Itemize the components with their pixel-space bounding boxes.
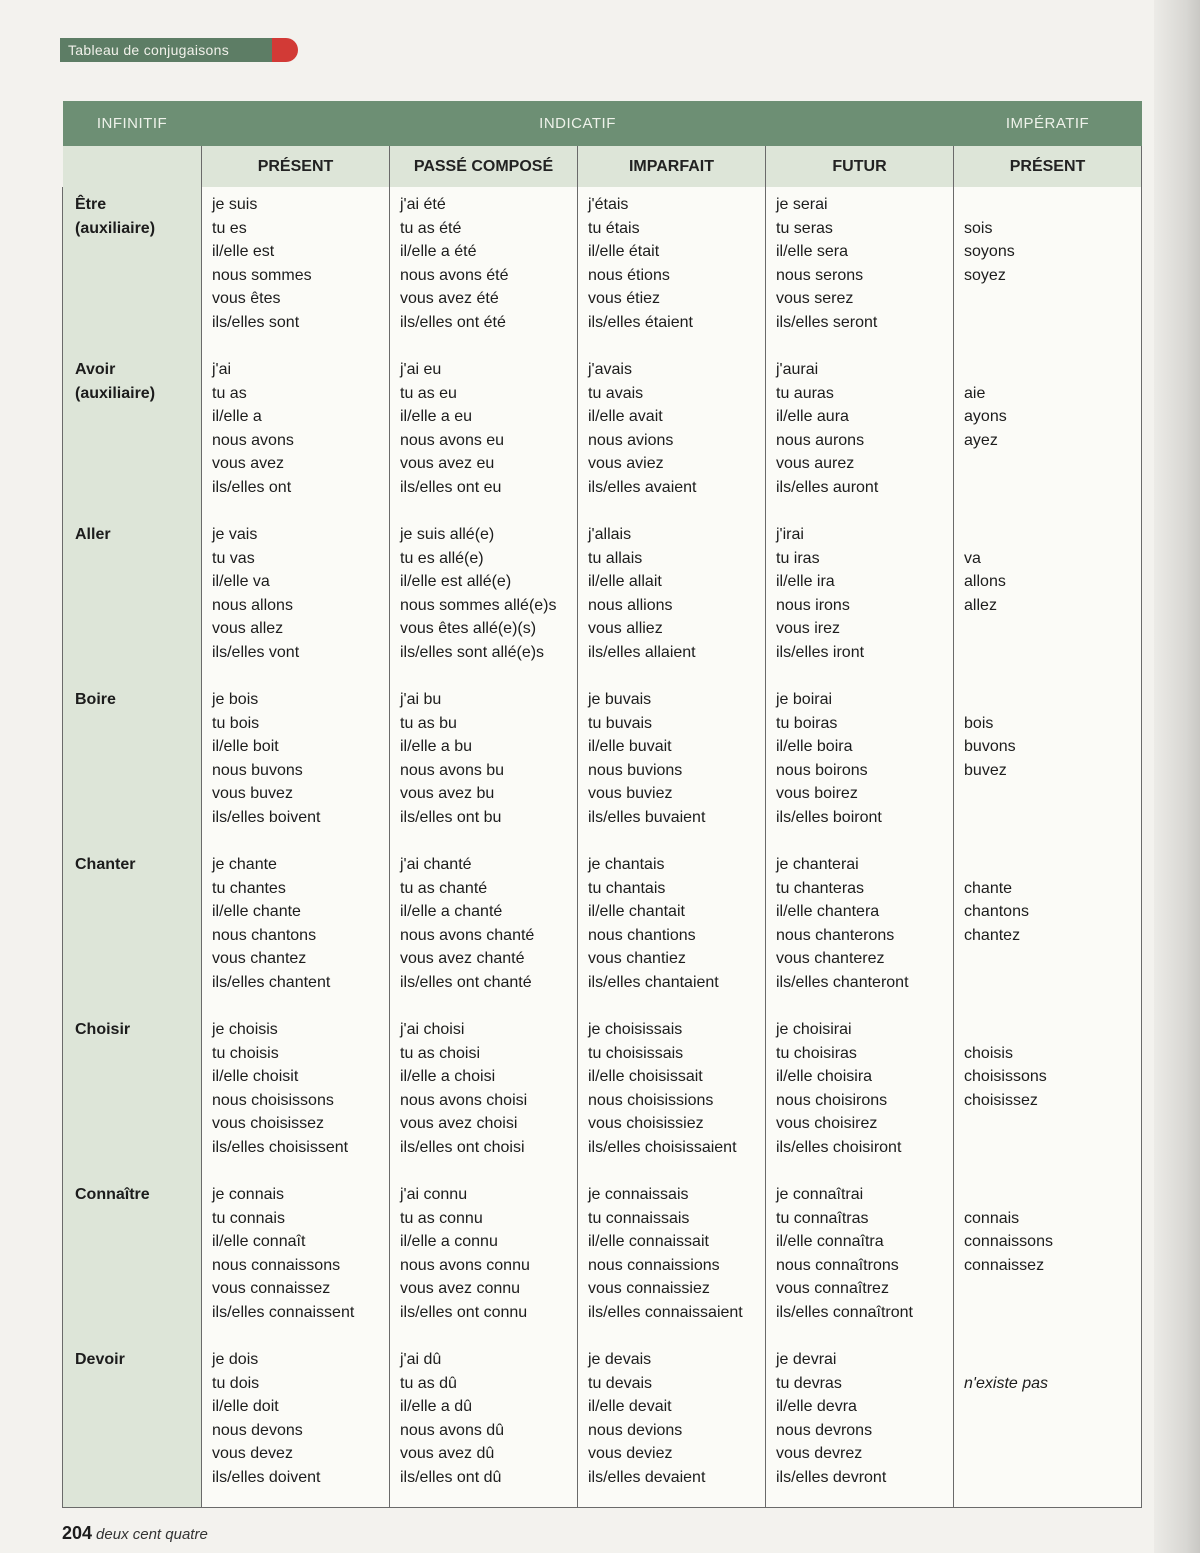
conjugation-cell-imperatif <box>954 352 1142 517</box>
conjugated-form: vous étiez <box>588 290 661 308</box>
section-header: Tableau de conjugaisons <box>60 38 272 62</box>
conjugated-form: tu chantes <box>212 879 286 897</box>
verb-name-line: Avoir <box>75 361 116 378</box>
header-futur: FUTUR <box>766 146 954 187</box>
conjugated-form: tu choisissais <box>588 1044 684 1062</box>
conjugated-form: je suis <box>212 196 258 213</box>
conjugated-form: vous avez chanté <box>400 950 525 968</box>
conjugated-form: tu choisiras <box>776 1044 857 1062</box>
conjugated-form: nous chantions <box>588 926 696 944</box>
conjugated-form: j'ai choisi <box>400 1021 465 1038</box>
conjugated-form: tu chantais <box>588 879 666 897</box>
conjugated-form: vous chantez <box>212 950 307 968</box>
conjugation-cell-passe <box>390 187 578 352</box>
conjugated-form: vous devrez <box>776 1445 863 1463</box>
conjugated-form: je chantais <box>588 856 665 873</box>
conjugated-form: vous alliez <box>588 620 663 638</box>
conjugated-form: vous choisirez <box>776 1115 878 1133</box>
conjugated-form: choisis <box>964 1044 1013 1062</box>
conjugated-form: ils/elles ont bu <box>400 808 502 826</box>
conjugated-form: j'avais <box>588 361 632 378</box>
verb-infinitive <box>63 517 202 682</box>
verb-infinitive <box>63 352 202 517</box>
conjugated-form: tu chanteras <box>776 879 865 897</box>
conjugated-form: connaissons <box>964 1233 1053 1251</box>
conjugated-form: nous connaissions <box>588 1256 720 1274</box>
conjugated-form: connaissez <box>964 1256 1045 1274</box>
conjugated-form: j'ai connu <box>400 1186 468 1203</box>
conjugated-form: chantez <box>964 926 1021 944</box>
conjugation-cell-imperatif <box>954 682 1142 847</box>
conjugated-form: j'ai bu <box>400 691 442 708</box>
conjugated-form: ils/elles vont <box>212 643 300 661</box>
conjugated-form: j'ai eu <box>400 361 442 378</box>
conjugated-form: tu vas <box>212 549 255 567</box>
conjugated-form: je buvais <box>588 691 652 708</box>
conjugated-form: ils/elles boivent <box>212 808 321 826</box>
conjugated-form: allons <box>964 573 1006 591</box>
conjugated-form: j'ai dû <box>400 1351 442 1368</box>
conjugated-form: vous connaissez <box>212 1280 331 1298</box>
verb-infinitive <box>63 1342 202 1508</box>
conjugation-cell-passe <box>390 847 578 1012</box>
conjugated-form: nous chantons <box>212 926 317 944</box>
verb-infinitive <box>63 847 202 1012</box>
conjugation-cell-imparfait <box>578 352 766 517</box>
conjugated-form: nous connaissons <box>212 1256 341 1274</box>
conjugated-form: nous choisissons <box>212 1091 334 1109</box>
conjugated-form: il/elle connaît <box>212 1233 306 1251</box>
conjugation-cell-futur <box>766 517 954 682</box>
conjugated-form: tu as connu <box>400 1209 483 1227</box>
conjugated-form: il/elle chantait <box>588 903 685 921</box>
table-row <box>63 682 1142 847</box>
conjugated-form: tu as choisi <box>400 1044 481 1062</box>
conjugated-form: nous avons dû <box>400 1421 505 1439</box>
conjugated-form: j'allais <box>588 526 632 543</box>
conjugation-cell-imparfait <box>578 1012 766 1177</box>
conjugated-form: ils/elles connaissent <box>212 1303 355 1321</box>
conjugated-form: il/elle boit <box>212 738 279 756</box>
conjugation-cell-imparfait <box>578 187 766 352</box>
conjugation-cell-present <box>202 187 390 352</box>
conjugated-form: tu as <box>212 384 247 402</box>
conjugated-form: nous avons connu <box>400 1256 530 1274</box>
conjugation-cell-futur <box>766 682 954 847</box>
conjugated-form: nous buvions <box>588 761 683 779</box>
conjugated-form: ils/elles ont dû <box>400 1468 502 1486</box>
header-imparfait: IMPARFAIT <box>578 146 766 187</box>
conjugation-cell-imperatif <box>954 1342 1142 1508</box>
conjugated-form: tu bois <box>212 714 260 732</box>
table-row <box>63 517 1142 682</box>
conjugated-form: nous devrons <box>776 1421 873 1439</box>
conjugated-form: soyons <box>964 243 1015 261</box>
conjugated-form: vous buviez <box>588 785 673 803</box>
conjugated-form: ayez <box>964 431 998 449</box>
verb-name-line: Chanter <box>75 856 136 873</box>
conjugated-form: tu es <box>212 219 247 237</box>
conjugated-form: ils/elles devront <box>776 1468 887 1486</box>
header-tab-marker <box>268 38 298 62</box>
conjugated-form: n'existe pas <box>964 1374 1049 1392</box>
conjugated-form: tu étais <box>588 219 640 237</box>
conjugated-form: nous avons eu <box>400 431 505 449</box>
conjugation-cell-present <box>202 1012 390 1177</box>
table-top-header-row <box>63 101 1142 146</box>
conjugated-form: ils/elles iront <box>776 643 865 661</box>
verb-name-line: Aller <box>75 526 111 543</box>
conjugated-form: il/elle boira <box>776 738 853 756</box>
conjugated-form: vous avez <box>212 455 285 473</box>
conjugated-form: vous avez dû <box>400 1445 495 1463</box>
conjugated-form: tu auras <box>776 384 834 402</box>
conjugated-form: tu connais <box>212 1209 285 1227</box>
conjugated-form: nous buvons <box>212 761 303 779</box>
header-indicatif: INDICATIF <box>202 101 954 146</box>
conjugated-form: vous boirez <box>776 785 858 803</box>
conjugated-form: j'ai <box>212 361 232 378</box>
conjugation-cell-passe <box>390 1177 578 1342</box>
conjugation-cell-imperatif <box>954 517 1142 682</box>
header-present: PRÉSENT <box>202 146 390 187</box>
conjugated-form: je bois <box>212 691 259 708</box>
conjugated-form: nous avions <box>588 431 674 449</box>
verb-name-line: Devoir <box>75 1351 125 1368</box>
conjugated-form: ils/elles avaient <box>588 478 697 496</box>
conjugated-form: il/elle a bu <box>400 738 473 756</box>
conjugated-form: vous irez <box>776 620 841 638</box>
table-row <box>63 847 1142 1012</box>
conjugated-form: tu as eu <box>400 384 457 402</box>
table-row <box>63 187 1142 352</box>
table-sub-header-row <box>63 146 1142 187</box>
conjugated-form: tu as chanté <box>400 879 488 897</box>
conjugated-form: ils/elles ont <box>212 478 292 496</box>
conjugated-form: buvez <box>964 761 1007 779</box>
verb-name-line: Être <box>75 196 107 213</box>
page-number-words: deux cent quatre <box>96 1526 208 1543</box>
table-row <box>63 1342 1142 1508</box>
conjugated-form: il/elle devait <box>588 1398 672 1416</box>
conjugated-form: nous aurons <box>776 431 865 449</box>
conjugated-form: il/elle est allé(e) <box>400 573 512 591</box>
conjugated-form: buvons <box>964 738 1016 756</box>
conjugation-cell-present <box>202 352 390 517</box>
conjugated-form: tu as été <box>400 219 462 237</box>
conjugation-cell-present <box>202 517 390 682</box>
verb-name-line: Connaître <box>75 1186 150 1203</box>
conjugated-form: ils/elles ont choisi <box>400 1138 525 1156</box>
conjugated-form: vous connaissiez <box>588 1280 710 1298</box>
conjugated-form: il/elle aura <box>776 408 849 426</box>
conjugated-form: il/elle va <box>212 573 270 591</box>
conjugated-form: tu seras <box>776 219 833 237</box>
conjugated-form: il/elle allait <box>588 573 662 591</box>
conjugated-form: il/elle était <box>588 243 660 261</box>
conjugated-form: ils/elles étaient <box>588 313 693 331</box>
conjugated-form: nous allions <box>588 596 673 614</box>
conjugated-form: vous buvez <box>212 785 293 803</box>
conjugation-cell-futur <box>766 1012 954 1177</box>
conjugated-form: il/elle choisit <box>212 1068 299 1086</box>
conjugated-form: nous choisissions <box>588 1091 714 1109</box>
conjugated-form: il/elle a connu <box>400 1233 498 1251</box>
conjugated-form: nous boirons <box>776 761 868 779</box>
conjugated-form: je boirai <box>776 691 833 708</box>
conjugation-cell-present <box>202 1177 390 1342</box>
conjugated-form: nous irons <box>776 596 850 614</box>
conjugated-form: choisissons <box>964 1068 1047 1086</box>
conjugated-form: nous devons <box>212 1421 303 1439</box>
conjugated-form: tu iras <box>776 549 820 567</box>
conjugation-table <box>62 101 1142 1508</box>
conjugated-form: il/elle a chanté <box>400 903 503 921</box>
conjugated-form: soyez <box>964 266 1006 284</box>
conjugated-form: aie <box>964 384 986 402</box>
conjugated-form: il/elle connaîtra <box>776 1233 884 1251</box>
conjugated-form: chantons <box>964 903 1029 921</box>
conjugated-form: je choisis <box>212 1021 278 1038</box>
header-blank <box>63 146 202 187</box>
conjugated-form: nous connaîtrons <box>776 1256 899 1274</box>
conjugated-form: nous sommes allé(e)s <box>400 596 557 614</box>
conjugated-form: vous connaîtrez <box>776 1280 889 1298</box>
verb-name-line: (auxiliaire) <box>75 385 156 402</box>
conjugated-form: vous choisissez <box>212 1115 325 1133</box>
conjugated-form: ils/elles chanteront <box>776 973 909 991</box>
conjugated-form: j'aurai <box>776 361 819 378</box>
conjugated-form: je connais <box>212 1186 285 1203</box>
conjugation-cell-futur <box>766 847 954 1012</box>
conjugated-form: vous chanterez <box>776 950 885 968</box>
conjugated-form: vous aviez <box>588 455 664 473</box>
conjugation-cell-futur <box>766 187 954 352</box>
conjugation-cell-futur <box>766 1177 954 1342</box>
verb-name-line: Choisir <box>75 1021 131 1038</box>
conjugation-cell-imparfait <box>578 517 766 682</box>
verb-infinitive <box>63 1177 202 1342</box>
conjugated-form: ils/elles choisissent <box>212 1138 349 1156</box>
conjugated-form: tu boiras <box>776 714 838 732</box>
conjugated-form: ils/elles seront <box>776 313 878 331</box>
conjugated-form: ils/elles ont eu <box>400 478 502 496</box>
conjugated-form: nous serons <box>776 266 864 284</box>
conjugated-form: ils/elles allaient <box>588 643 696 661</box>
conjugated-form: vous avez eu <box>400 455 495 473</box>
conjugated-form: ils/elles connaîtront <box>776 1303 913 1321</box>
conjugated-form: ils/elles ont connu <box>400 1303 528 1321</box>
verb-name-line: (auxiliaire) <box>75 220 156 237</box>
conjugated-form: il/elle est <box>212 243 275 261</box>
conjugated-form: il/elle a dû <box>400 1398 473 1416</box>
conjugated-form: tu as bu <box>400 714 457 732</box>
conjugation-cell-imperatif <box>954 1012 1142 1177</box>
conjugated-form: je choisissais <box>588 1021 683 1038</box>
page-edge-shadow <box>1154 0 1200 1553</box>
conjugated-form: tu buvais <box>588 714 653 732</box>
header-passe-compose: PASSÉ COMPOSÉ <box>390 146 578 187</box>
conjugated-form: tu devras <box>776 1374 842 1392</box>
conjugation-body <box>63 187 1142 1508</box>
conjugated-form: il/elle a eu <box>400 408 473 426</box>
conjugated-form: connais <box>964 1209 1020 1227</box>
conjugated-form: il/elle chante <box>212 903 301 921</box>
conjugated-form: vous êtes allé(e)(s) <box>400 620 537 638</box>
table-row <box>63 1012 1142 1177</box>
conjugated-form: je chanterai <box>776 856 859 873</box>
conjugated-form: bois <box>964 714 994 732</box>
conjugation-cell-imparfait <box>578 847 766 1012</box>
conjugated-form: choisissez <box>964 1091 1038 1109</box>
verb-name-line: Boire <box>75 691 116 708</box>
conjugated-form: tu as dû <box>400 1374 457 1392</box>
conjugated-form: je connaissais <box>588 1186 689 1203</box>
conjugated-form: vous aurez <box>776 455 855 473</box>
conjugated-form: ayons <box>964 408 1007 426</box>
conjugated-form: nous allons <box>212 596 293 614</box>
conjugation-cell-imperatif <box>954 187 1142 352</box>
verb-infinitive <box>63 682 202 847</box>
conjugation-cell-imparfait <box>578 682 766 847</box>
conjugated-form: il/elle doit <box>212 1398 279 1416</box>
conjugated-form: ils/elles buvaient <box>588 808 706 826</box>
table-row <box>63 1177 1142 1342</box>
conjugated-form: il/elle choisissait <box>588 1068 703 1086</box>
conjugated-form: il/elle connaissait <box>588 1233 709 1251</box>
conjugated-form: je devais <box>588 1351 652 1368</box>
conjugated-form: nous avons <box>212 431 294 449</box>
conjugation-cell-passe <box>390 517 578 682</box>
conjugation-cell-present <box>202 682 390 847</box>
conjugation-cell-imperatif <box>954 1177 1142 1342</box>
conjugated-form: il/elle devra <box>776 1398 857 1416</box>
page-number: 204 <box>62 1523 93 1543</box>
conjugated-form: vous allez <box>212 620 284 638</box>
conjugated-form: j'ai chanté <box>400 856 472 873</box>
conjugated-form: tu devais <box>588 1374 653 1392</box>
conjugated-form: je dois <box>212 1351 259 1368</box>
conjugated-form: vous avez été <box>400 290 499 308</box>
conjugated-form: je suis allé(e) <box>400 526 495 543</box>
conjugated-form: ils/elles doivent <box>212 1468 321 1486</box>
conjugated-form: je chante <box>212 856 277 873</box>
conjugated-form: ils/elles choisissaient <box>588 1138 737 1156</box>
conjugated-form: nous devions <box>588 1421 683 1439</box>
conjugated-form: vous devez <box>212 1445 293 1463</box>
conjugation-cell-imparfait <box>578 1177 766 1342</box>
conjugated-form: ils/elles ont chanté <box>400 973 532 991</box>
conjugated-form: ils/elles boiront <box>776 808 882 826</box>
conjugated-form: tu dois <box>212 1374 260 1392</box>
conjugated-form: j'irai <box>776 526 804 543</box>
verb-infinitive <box>63 187 202 352</box>
conjugated-form: ils/elles chantent <box>212 973 331 991</box>
conjugated-form: ils/elles sont allé(e)s <box>400 643 545 661</box>
conjugated-form: je choisirai <box>776 1021 852 1038</box>
conjugated-form: vous choisissiez <box>588 1115 704 1133</box>
conjugated-form: nous avons bu <box>400 761 505 779</box>
conjugated-form: il/elle sera <box>776 243 849 261</box>
verb-infinitive <box>63 1012 202 1177</box>
conjugated-form: ils/elles sont <box>212 313 300 331</box>
conjugated-form: il/elle choisira <box>776 1068 873 1086</box>
conjugated-form: j'ai été <box>400 196 446 213</box>
conjugated-form: nous étions <box>588 266 670 284</box>
conjugated-form: il/elle a été <box>400 243 477 261</box>
conjugated-form: il/elle avait <box>588 408 663 426</box>
conjugated-form: tu allais <box>588 549 643 567</box>
conjugated-form: vous avez choisi <box>400 1115 518 1133</box>
conjugated-form: je devrai <box>776 1351 837 1368</box>
conjugated-form: nous choisirons <box>776 1091 888 1109</box>
conjugated-form: chante <box>964 879 1013 897</box>
conjugated-form: tu connaissais <box>588 1209 690 1227</box>
conjugated-form: ils/elles auront <box>776 478 879 496</box>
conjugated-form: j'étais <box>588 196 629 213</box>
page-footer <box>62 1523 208 1544</box>
conjugated-form: il/elle chantera <box>776 903 880 921</box>
conjugated-form: ils/elles ont été <box>400 313 506 331</box>
conjugation-cell-present <box>202 1342 390 1508</box>
conjugation-cell-imparfait <box>578 1342 766 1508</box>
conjugated-form: vous deviez <box>588 1445 673 1463</box>
conjugation-cell-futur <box>766 352 954 517</box>
conjugated-form: vous serez <box>776 290 854 308</box>
conjugated-form: nous avons choisi <box>400 1091 528 1109</box>
conjugated-form: va <box>964 549 981 567</box>
conjugated-form: tu choisis <box>212 1044 279 1062</box>
conjugated-form: tu avais <box>588 384 644 402</box>
conjugated-form: ils/elles choisiront <box>776 1138 902 1156</box>
conjugation-cell-passe <box>390 682 578 847</box>
conjugated-form: ils/elles devaient <box>588 1468 706 1486</box>
conjugated-form: nous avons chanté <box>400 926 535 944</box>
conjugated-form: il/elle ira <box>776 573 835 591</box>
header-imperatif: IMPÉRATIF <box>954 101 1142 146</box>
conjugation-cell-futur <box>766 1342 954 1508</box>
conjugated-form: nous avons été <box>400 266 509 284</box>
header-infinitif: INFINITIF <box>63 101 202 146</box>
conjugated-form: il/elle buvait <box>588 738 672 756</box>
conjugated-form: tu es allé(e) <box>400 549 484 567</box>
conjugated-form: je vais <box>212 526 258 543</box>
table-row <box>63 352 1142 517</box>
conjugation-cell-present <box>202 847 390 1012</box>
conjugated-form: je connaîtrai <box>776 1186 864 1203</box>
conjugated-form: nous sommes <box>212 266 312 284</box>
conjugated-form: sois <box>964 219 993 237</box>
conjugated-form: ils/elles connaissaient <box>588 1303 743 1321</box>
conjugated-form: vous chantiez <box>588 950 686 968</box>
conjugated-form: tu connaîtras <box>776 1209 869 1227</box>
conjugated-form: allez <box>964 596 997 614</box>
conjugated-form: je serai <box>776 196 828 213</box>
conjugation-cell-passe <box>390 352 578 517</box>
conjugated-form: il/elle a choisi <box>400 1068 496 1086</box>
conjugated-form: il/elle a <box>212 408 262 426</box>
conjugation-cell-imperatif <box>954 847 1142 1012</box>
conjugated-form: nous chanterons <box>776 926 895 944</box>
conjugation-cell-passe <box>390 1012 578 1177</box>
conjugated-form: vous avez connu <box>400 1280 521 1298</box>
conjugated-form: vous avez bu <box>400 785 495 803</box>
conjugation-cell-passe <box>390 1342 578 1508</box>
header-imperatif-present: PRÉSENT <box>954 146 1142 187</box>
conjugated-form: vous êtes <box>212 290 281 308</box>
conjugated-form: ils/elles chantaient <box>588 973 719 991</box>
